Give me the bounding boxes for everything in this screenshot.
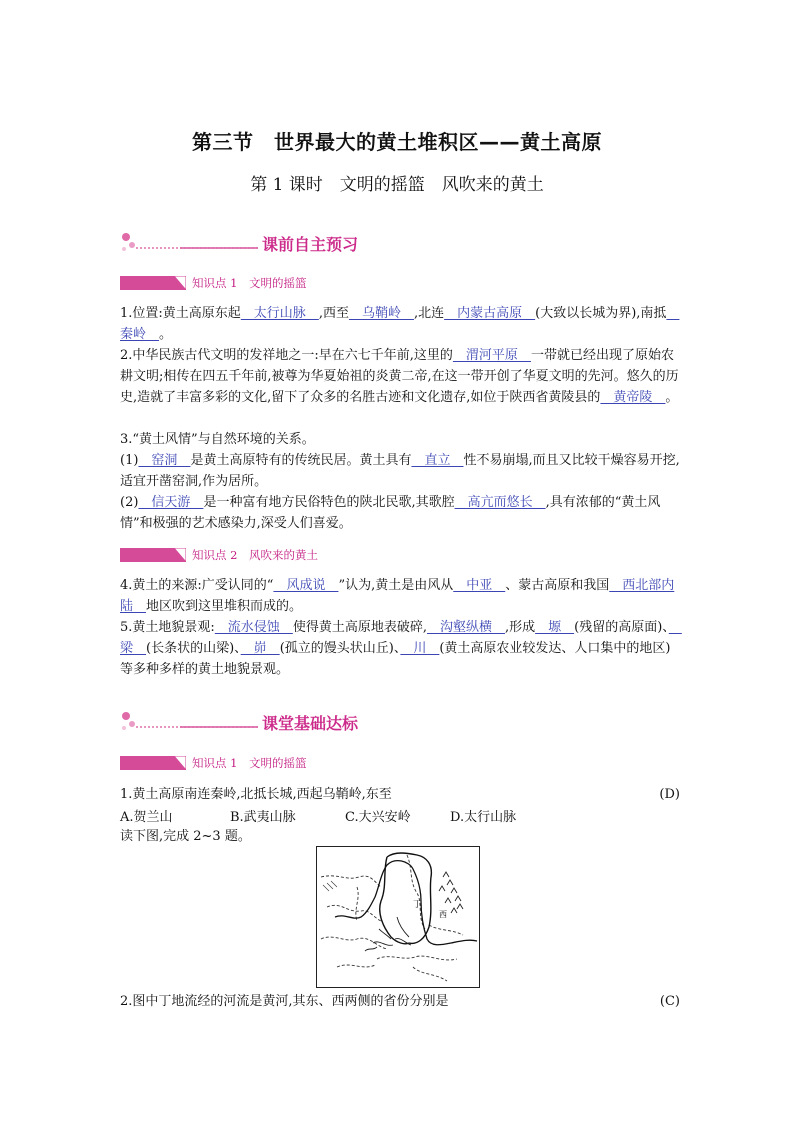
answer-blank: 川 xyxy=(400,641,440,656)
map-label-ding: 丁 xyxy=(413,900,423,910)
question-2 xyxy=(120,345,680,408)
text: 地区吹到这里堆积而成的。 xyxy=(146,599,303,614)
knowledge-point-label: 知识点 1 文明的摇篮 xyxy=(192,276,307,290)
text: (黄土高原农业较发达、人口集中的地区)等多种多样的黄土地貌景观。 xyxy=(120,641,671,677)
answer-blank: 直立 xyxy=(411,453,464,468)
map-instruction: 读下图,完成 2~3 题。 xyxy=(120,829,251,844)
knowledge-point-label: 知识点 2 风吹来的黄土 xyxy=(192,548,318,562)
text: ,北连 xyxy=(413,306,445,321)
text: 是一种富有地方民俗特色的陕北民歌,其歌腔 xyxy=(203,495,455,510)
answer-mark: (C) xyxy=(659,994,680,1009)
mc-question-1-options xyxy=(120,806,680,825)
text: 性不易崩塌,而且又比较干燥容易开挖,适宜开凿窑洞,作为居所。 xyxy=(120,453,680,489)
option-c: C.大兴安岭 xyxy=(345,810,411,825)
answer-blank: 沟壑纵横 xyxy=(426,620,505,635)
answer-blank: 太行山脉 xyxy=(240,306,319,321)
text: (长条状的山梁)、 xyxy=(146,641,241,656)
option-a: A.贺兰山 xyxy=(120,810,173,825)
question-3 xyxy=(120,429,680,534)
text: (1) xyxy=(120,453,139,468)
text: (大致以长城为界),南抵 xyxy=(535,306,667,321)
decorative-dots-icon xyxy=(120,710,260,734)
map-label-xi: 西 xyxy=(439,910,447,919)
section-label: 课堂基础达标 xyxy=(262,714,359,733)
answer-blank: 内蒙古高原 xyxy=(444,306,536,321)
answer-blank: 窑洞 xyxy=(138,453,191,468)
answer-blank: 流水侵蚀 xyxy=(214,620,293,635)
text: 4.黄土的来源:广受认同的“ xyxy=(120,578,274,593)
mc-question-1-answer xyxy=(120,784,680,805)
loess-plateau-map xyxy=(316,846,480,988)
text: 。 xyxy=(159,327,173,342)
text: (2) xyxy=(120,495,139,510)
page-title: 第三节 世界最大的黄土堆积区——黄土高原 xyxy=(192,130,602,154)
lesson-subtitle: 第 1 课时 文明的摇篮 风吹来的黄土 xyxy=(250,175,544,195)
answer-blank: 中亚 xyxy=(453,578,506,593)
text: (残留的高原面)、 xyxy=(574,620,669,635)
text: 一带就已经出现了原始农耕文明;相传在四五千年前,被尊为华夏始祖的炎黄二帝,在这一带开创了华夏文明的先河。悠久的历史,造就了丰富多彩的文化,留下了众多的名胜古迹和文化遗存,如位于陕西省黄陵县的 xyxy=(120,348,679,405)
question-1 xyxy=(120,303,680,345)
question-stem: 1.黄土高原南连秦岭,北抵长城,西起乌鞘岭,东至 xyxy=(120,787,392,802)
text: 2.中华民族古代文明的发祥地之一:早在六七千年前,这里的 xyxy=(120,348,453,363)
text: 是黄土高原特有的传统民居。黄土具有 xyxy=(190,453,412,468)
text: 5.黄土地貌景观: xyxy=(120,620,215,635)
answer-blank: 梁 xyxy=(120,620,682,656)
question-3-part-2 xyxy=(120,492,680,534)
question-4 xyxy=(120,575,680,617)
answer-blank: 黄帝陵 xyxy=(600,390,666,405)
question-stem: 2.图中丁地流经的河流是黄河,其东、西两侧的省份分别是 xyxy=(120,994,449,1009)
answer-blank: 渭河平原 xyxy=(452,348,531,363)
text: ,形成 xyxy=(504,620,536,635)
text: 。 xyxy=(665,390,679,405)
question-3-part-1 xyxy=(120,450,680,492)
text: 、蒙古高原和我国 xyxy=(505,578,610,593)
text: ,具有浓郁的“黄土风情”和极强的艺术感染力,深受人们喜爱。 xyxy=(120,495,661,531)
decorative-dots-icon xyxy=(120,231,260,255)
text: ”认为,黄土是由风从 xyxy=(338,578,454,593)
text: 1.位置:黄土高原东起 xyxy=(120,306,241,321)
mc-question-2-answer xyxy=(120,991,680,1012)
section-label: 课前自主预习 xyxy=(262,235,359,254)
text: 使得黄土高原地表破碎, xyxy=(292,620,427,635)
answer-blank: 信天游 xyxy=(138,495,204,510)
question-5 xyxy=(120,617,680,680)
answer-mark: (D) xyxy=(659,787,680,802)
answer-blank: 西北部内陆 xyxy=(120,578,675,614)
answer-blank: 峁 xyxy=(240,641,280,656)
tab-marker-icon xyxy=(120,276,186,290)
answer-blank: 秦岭 xyxy=(120,306,680,342)
question-3-head: 3.“黄土风情”与自然环境的关系。 xyxy=(120,432,315,447)
text: ,西至 xyxy=(318,306,349,321)
answer-blank: 高亢而悠长 xyxy=(454,495,546,510)
answer-blank: 塬 xyxy=(535,620,575,635)
text: (孤立的馒头状山丘)、 xyxy=(279,641,401,656)
option-d: D.太行山脉 xyxy=(450,810,517,825)
answer-blank: 风成说 xyxy=(273,578,339,593)
tab-marker-icon xyxy=(120,756,186,770)
knowledge-point-label: 知识点 1 文明的摇篮 xyxy=(192,756,307,770)
tab-marker-icon xyxy=(120,548,186,562)
option-b: B.武夷山脉 xyxy=(230,810,296,825)
answer-blank: 乌鞘岭 xyxy=(348,306,414,321)
